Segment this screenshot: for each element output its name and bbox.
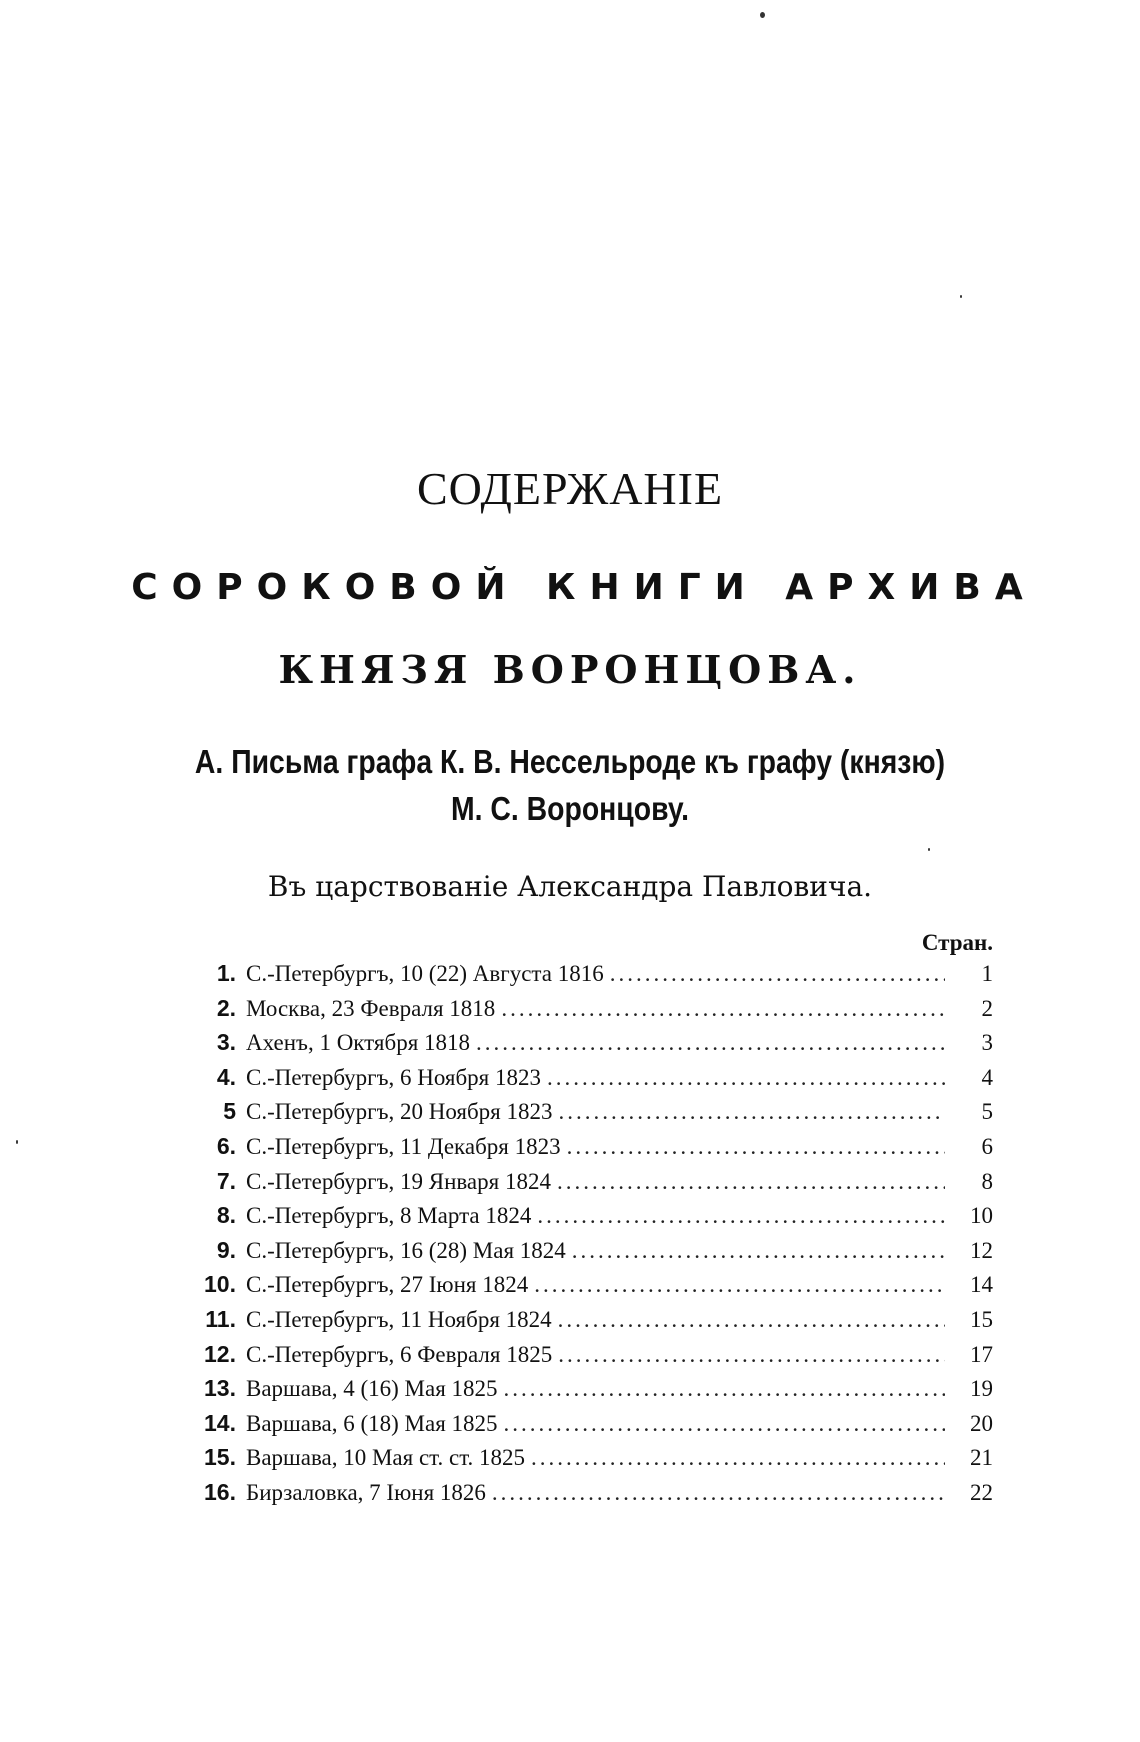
archive-owner: КНЯЗЯ ВОРОНЦОВА. — [278, 647, 862, 692]
entry-page: 22 — [970, 1479, 993, 1505]
entry-number: 13. — [204, 1375, 236, 1402]
entry-title: Ахенъ, 1 Октября 1818 — [246, 1030, 471, 1056]
entry-number: 15. — [204, 1444, 236, 1471]
toc-entry — [180, 1341, 993, 1376]
toc-entry — [180, 1306, 993, 1341]
toc-entry — [180, 1444, 993, 1479]
dot-leader — [501, 996, 945, 1022]
toc-entry — [180, 1479, 993, 1514]
toc-entry — [180, 1202, 993, 1237]
entry-number: 6. — [216, 1132, 236, 1159]
toc-entry — [180, 995, 993, 1030]
entry-number: 7. — [216, 1167, 236, 1194]
page-title: СОДЕРЖАНІЕ — [416, 463, 724, 514]
entry-title: С.-Петербургъ, 6 Ноября 1823 — [246, 1064, 542, 1090]
entry-number: 4. — [216, 1063, 236, 1090]
entry-title: С.-Петербургъ, 27 Іюня 1824 — [246, 1272, 529, 1298]
entry-page: 21 — [970, 1445, 993, 1471]
dot-leader — [610, 961, 945, 987]
entry-number: 8. — [216, 1202, 236, 1229]
entry-title: С.-Петербургъ, 10 (22) Августа 1816 — [246, 961, 604, 986]
scan-speck — [928, 848, 930, 851]
entry-page: 10 — [970, 1203, 993, 1229]
entry-number: 10. — [204, 1271, 236, 1298]
entry-title: Варшава, 10 Мая ст. ст. 1825 — [246, 1445, 526, 1471]
entry-page: 20 — [970, 1410, 993, 1436]
scan-speck — [960, 295, 962, 298]
dot-leader — [504, 1376, 945, 1402]
entry-page: 3 — [981, 1030, 993, 1056]
dot-leader — [558, 1342, 945, 1368]
dot-leader — [504, 1411, 945, 1437]
toc-entry — [180, 1237, 993, 1272]
scan-speck — [16, 1140, 18, 1144]
entry-number: 9. — [216, 1236, 236, 1263]
dot-leader — [547, 1065, 945, 1091]
entry-number: 3. — [216, 1029, 236, 1056]
dot-leader — [492, 1480, 945, 1506]
entry-title: Варшава, 4 (16) Мая 1825 — [246, 1376, 498, 1402]
entry-title: С.-Петербургъ, 6 Февраля 1825 — [246, 1341, 553, 1367]
section-heading-line-2: М. С. Воронцову. — [450, 790, 690, 827]
page-column-header: Стран. — [921, 930, 993, 955]
toc-entry — [180, 1168, 993, 1203]
entry-number: 2. — [216, 994, 236, 1021]
entry-number: 14. — [204, 1409, 236, 1436]
reign-heading: Въ царствованіе Александра Павловича. — [267, 870, 873, 903]
book-subtitle: СОРОКОВОЙ КНИГИ АРХИВА — [131, 567, 1037, 608]
entry-page: 14 — [970, 1272, 993, 1298]
entry-title: С.-Петербургъ, 8 Марта 1824 — [246, 1203, 532, 1229]
scan-speck — [760, 12, 765, 18]
entry-number: 5 — [223, 1098, 236, 1125]
entry-title: С.-Петербургъ, 11 Ноября 1824 — [246, 1306, 552, 1332]
entry-number: 12. — [204, 1340, 236, 1367]
entry-title: С.-Петербургъ, 11 Декабря 1823 — [246, 1133, 561, 1159]
entry-page: 5 — [981, 1099, 993, 1125]
entry-page: 6 — [981, 1133, 993, 1159]
dot-leader — [558, 1307, 945, 1333]
dot-leader — [559, 1099, 945, 1125]
entry-number: 16. — [204, 1478, 236, 1505]
entry-page: 19 — [970, 1376, 993, 1402]
dot-leader — [572, 1238, 945, 1264]
entry-title: Варшава, 6 (18) Мая 1825 — [246, 1410, 498, 1436]
entry-number: 11. — [205, 1305, 236, 1332]
dot-leader — [531, 1445, 945, 1471]
entry-title: С.-Петербургъ, 16 (28) Мая 1824 — [246, 1237, 566, 1263]
entry-page: 1 — [981, 961, 993, 986]
section-heading-line-1: А. Письма графа К. В. Нессельроде къ графу (князю) — [194, 743, 946, 780]
toc-entry — [180, 1375, 993, 1410]
entry-page: 4 — [981, 1064, 993, 1090]
toc-entry — [180, 1133, 993, 1168]
toc-entry — [180, 960, 993, 995]
entry-title: Москва, 23 Февраля 1818 — [246, 995, 496, 1021]
dot-leader — [537, 1203, 945, 1229]
entry-title: С.-Петербургъ, 19 Января 1824 — [246, 1168, 551, 1194]
entry-page: 2 — [981, 995, 993, 1021]
dot-leader — [567, 1134, 945, 1160]
dot-leader — [557, 1169, 945, 1195]
entry-page: 8 — [981, 1168, 993, 1194]
dot-leader — [534, 1272, 945, 1298]
entry-title: С.-Петербургъ, 20 Ноября 1823 — [246, 1099, 553, 1125]
table-of-contents — [180, 960, 993, 1514]
toc-entry — [180, 1271, 993, 1306]
dot-leader — [476, 1030, 945, 1056]
entry-page: 15 — [970, 1306, 993, 1332]
entry-number: 1. — [216, 960, 236, 986]
entry-page: 17 — [970, 1341, 993, 1367]
toc-entry — [180, 1064, 993, 1099]
entry-title: Бирзаловка, 7 Іюня 1826 — [246, 1479, 486, 1505]
toc-entry — [180, 1410, 993, 1445]
entry-page: 12 — [970, 1237, 993, 1263]
toc-entry — [180, 1098, 993, 1133]
toc-entry — [180, 1029, 993, 1064]
